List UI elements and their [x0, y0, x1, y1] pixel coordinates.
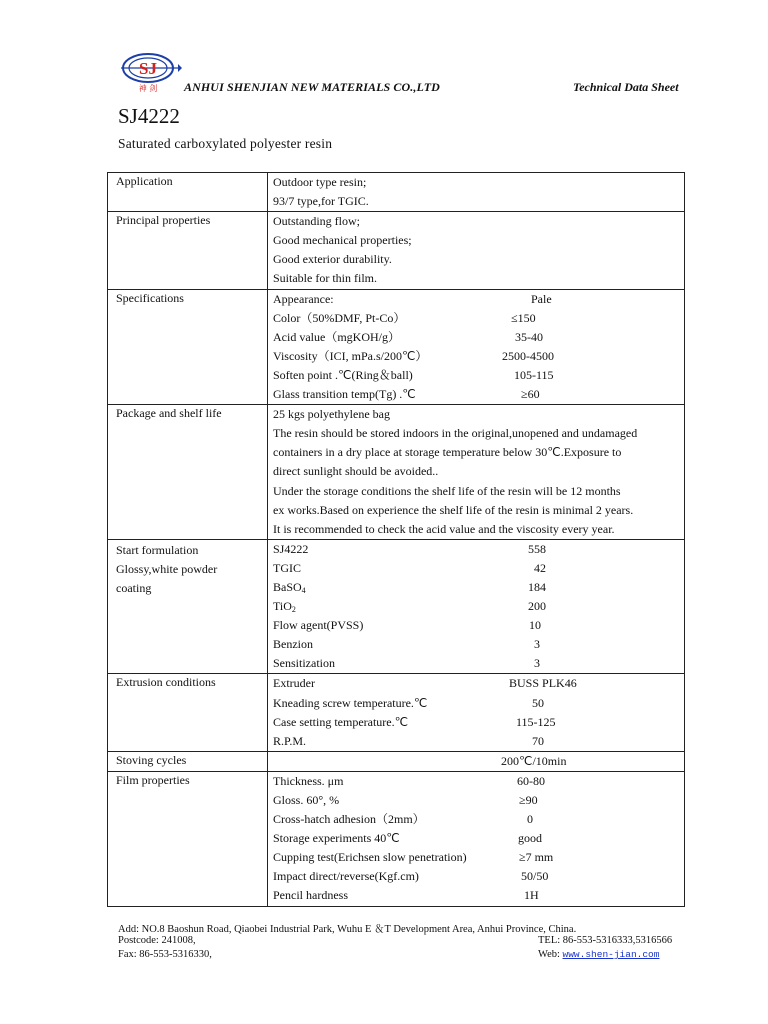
film-row — [273, 810, 684, 829]
row-stoving — [108, 751, 685, 771]
spec-name: Soften point .℃(Ring＆ball) — [273, 367, 413, 382]
film-value: 1H — [524, 888, 539, 903]
extrusion-value: BUSS PLK46 — [509, 676, 577, 691]
spec-name: Appearance: — [273, 291, 334, 306]
application-line: 93/7 type,for TGIC. — [273, 194, 369, 209]
ingredient-name: TiO — [273, 599, 292, 614]
footer-fax: Fax: 86-553-5316330, — [118, 949, 212, 960]
spec-name: Color（50%DMF, Pt-Co） — [273, 310, 406, 325]
logo-text: SJ — [139, 59, 157, 78]
film-value: good — [518, 831, 542, 846]
spec-value: 35-40 — [515, 329, 543, 344]
package-line: Under the storage conditions the shelf life of the resin will be 12 months — [273, 483, 621, 498]
film-row — [273, 772, 684, 791]
extrusion-value: 115-125 — [516, 714, 556, 729]
formulation-row — [273, 578, 684, 597]
formulation-row — [273, 635, 684, 654]
company-name: ANHUI SHENJIAN NEW MATERIALS CO.,LTD — [184, 80, 440, 94]
film-name: Cross-hatch adhesion（2mm） — [273, 812, 425, 827]
footer-postcode: Postcode: 241008, — [118, 935, 196, 946]
spec-table — [107, 172, 685, 907]
film-value: ≥7 mm — [519, 850, 554, 865]
formulation-row — [273, 654, 684, 673]
spec-name: Glass transition temp(Tg) .℃ — [273, 387, 416, 402]
formulation-row — [273, 540, 684, 559]
row-principal — [108, 212, 685, 289]
product-code: SJ4222 — [118, 104, 180, 128]
logo-subtext: 神 剑 — [138, 84, 158, 93]
film-row — [273, 829, 684, 848]
ingredient-amount: 42 — [534, 560, 546, 575]
extrusion-value: 70 — [532, 733, 544, 748]
extrusion-row — [273, 732, 684, 751]
package-line: direct sunlight should be avoided.. — [273, 464, 439, 479]
extrusion-name: Case setting temperature.℃ — [273, 714, 409, 729]
film-value: ≥90 — [519, 793, 538, 807]
package-label: Package and shelf life — [108, 405, 268, 540]
spec-value: Pale — [531, 291, 552, 306]
footer-address: Add: NO.8 Baoshun Road, Qiaobei Industrial Park, Wuhu E ＆T Development Area, Anhui Province, China. — [118, 924, 577, 935]
spec-row — [273, 328, 684, 347]
film-name: Impact direct/reverse(Kgf.cm) — [273, 869, 419, 884]
ingredient-amount: 200 — [528, 599, 546, 614]
extrusion-row — [273, 694, 684, 713]
package-line: The resin should be stored indoors in the original,unopened and undamaged — [273, 426, 638, 441]
film-row — [273, 867, 684, 886]
formulation-label-line: coating — [116, 580, 152, 595]
formulation-label-line: Start formulation — [116, 542, 199, 557]
ingredient-amount: 3 — [534, 656, 540, 671]
film-name: Gloss. 60°, % — [273, 793, 340, 807]
spec-row — [273, 385, 684, 404]
web-label: Web: — [538, 949, 560, 960]
application-label: Application — [108, 173, 268, 212]
row-application — [108, 173, 685, 212]
spec-row — [273, 347, 684, 366]
film-row — [273, 886, 684, 905]
extrusion-row — [273, 674, 684, 693]
formulation-row — [273, 559, 684, 578]
extrusion-row — [273, 713, 684, 732]
package-line: ex works.Based on experience the shelf life of the resin is minimal 2 years. — [273, 502, 634, 517]
film-value: 60-80 — [517, 773, 545, 788]
ingredient-name: Benzion — [273, 637, 313, 652]
principal-line: Good mechanical properties; — [273, 233, 412, 248]
film-label: Film properties — [108, 771, 268, 906]
ingredient-name: SJ4222 — [273, 541, 309, 556]
extrusion-label: Extrusion conditions — [108, 674, 268, 751]
formulation-row — [273, 597, 684, 616]
ingredient-name: Flow agent(PVSS) — [273, 618, 364, 633]
spec-value: ≥60 — [521, 387, 540, 402]
film-value: 0 — [527, 812, 533, 827]
package-line: It is recommended to check the acid value and the viscosity every year. — [273, 521, 615, 536]
principal-line: Suitable for thin film. — [273, 271, 377, 286]
row-extrusion — [108, 674, 685, 751]
extrusion-name: R.P.M. — [273, 733, 307, 748]
subscript: 2 — [291, 605, 296, 615]
spec-value: 2500-4500 — [502, 348, 554, 363]
footer-web — [538, 949, 659, 960]
row-film — [108, 771, 685, 906]
spec-value: 105-115 — [514, 367, 554, 382]
specifications-label: Specifications — [108, 289, 268, 405]
film-row — [273, 791, 684, 810]
principal-line: Outstanding flow; — [273, 214, 360, 229]
application-line: Outdoor type resin; — [273, 175, 367, 189]
ingredient-name: Sensitization — [273, 656, 335, 671]
spec-row — [273, 309, 684, 328]
principal-label: Principal properties — [108, 212, 268, 289]
film-name: Cupping test(Erichsen slow penetration) — [273, 850, 467, 865]
formulation-label — [108, 539, 268, 674]
film-name: Pencil hardness — [273, 888, 348, 903]
product-description: Saturated carboxylated polyester resin — [118, 136, 333, 151]
film-value: 50/50 — [521, 869, 549, 884]
principal-line: Good exterior durability. — [273, 252, 392, 267]
ingredient-name: BaSO — [273, 579, 302, 594]
package-line: 25 kgs polyethylene bag — [273, 407, 390, 422]
spec-row — [273, 290, 684, 309]
formulation-row — [273, 616, 684, 635]
row-package — [108, 405, 685, 540]
spec-name: Viscosity（ICI, mPa.s/200℃） — [273, 348, 428, 363]
ingredient-amount: 10 — [529, 618, 541, 633]
formulation-label-line: Glossy,white powder — [116, 561, 218, 576]
film-name: Storage experiments 40℃ — [273, 831, 400, 846]
extrusion-value: 50 — [532, 695, 544, 710]
stoving-value: 200℃/10min — [501, 753, 567, 768]
stoving-label: Stoving cycles — [108, 751, 268, 771]
spec-value: ≤150 — [511, 310, 536, 325]
film-name: Thickness. μm — [273, 773, 344, 788]
package-line: containers in a dry place at storage temperature below 30℃.Exposure to — [273, 445, 622, 460]
extrusion-name: Kneading screw temperature.℃ — [273, 695, 428, 710]
footer-tel: TEL: 86-553-5316333,5316566 — [538, 935, 673, 946]
subscript: 4 — [301, 585, 306, 595]
document-type: Technical Data Sheet — [573, 80, 679, 94]
row-specifications — [108, 289, 685, 405]
company-logo — [120, 50, 182, 94]
extrusion-name: Extruder — [273, 676, 315, 691]
ingredient-amount: 184 — [528, 579, 546, 594]
website-link[interactable]: www.shen-jian.com — [562, 949, 660, 960]
ingredient-amount: 3 — [534, 637, 540, 652]
spec-row — [273, 366, 684, 385]
ingredient-amount: 558 — [528, 541, 546, 556]
ingredient-name: TGIC — [273, 560, 301, 575]
row-formulation — [108, 539, 685, 674]
spec-name: Acid value（mgKOH/g） — [273, 329, 400, 344]
film-row — [273, 848, 684, 867]
